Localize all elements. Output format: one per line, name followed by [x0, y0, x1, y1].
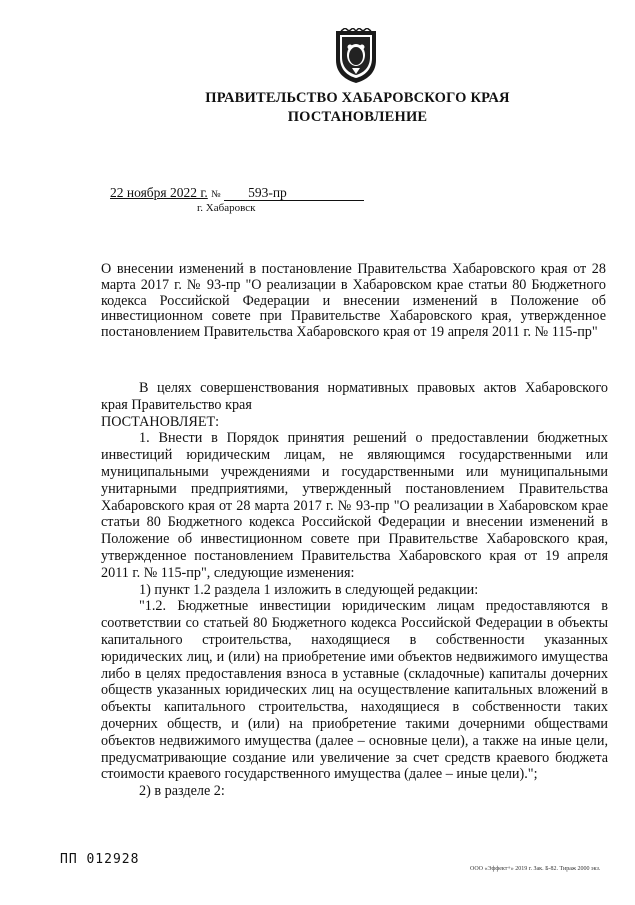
paragraph-3: "1.2. Бюджетные инвестиции юридическим лицам предоставляются в соответствии со статьей 80 Бюджетного кодекса Российской Федерации в объекты капитального строительства, находящиеся в собственности указанных юридических лиц, и (или) на приобретение ими объектов недвижимого имущества либо в целях предоставления взноса в уставные (складочные) капиталы дочерних обществ указанных юридических лиц на осуществление капитальных вложений в объекты капитального строительства, находящиеся в собственности таких дочерних обществ, и (или) на приобретение такими дочерними обществами объектов недвижимого имущества (далее – основные цели), а также на иные цели, предусматривающие создание или увеличение за счет средств краевого бюджета стоимости краевого государственного имущества (далее – иные цели)."; — [101, 598, 608, 783]
document-date: 22 ноября 2022 г. — [110, 185, 208, 200]
decree-word: ПОСТАНОВЛЯЕТ: — [101, 413, 220, 430]
form-code: ПП 012928 — [60, 852, 140, 867]
document-number: 593-пр — [224, 185, 364, 201]
document-body — [101, 380, 608, 800]
subject-text: О внесении изменений в постановление Правительства Хабаровского края от 28 марта 2017 г. № 93-пр "О реализации в Хабаровском крае статьи 80 Бюджетного кодекса Российской Федерации и внесении изменений в Положение об инвестиционном совете при Правительстве Хабаровского края, утвержденное постановлением Правительства Хабаровского края от 19 апреля 2011 г. № 115-пр" — [101, 261, 606, 341]
coat-of-arms-emblem — [333, 28, 379, 84]
intro-paragraph: В целях совершенствования нормативных правовых актов Хабаровского края Правительство края — [101, 380, 608, 413]
government-title: ПРАВИТЕЛЬСТВО ХАБАРОВСКОГО КРАЯ — [205, 90, 510, 106]
document-subject — [101, 262, 606, 341]
paragraph-4: 2) в разделе 2: — [139, 783, 225, 800]
paragraph-2: 1) пункт 1.2 раздела 1 изложить в следующей редакции: — [139, 581, 479, 598]
document-type: ПОСТАНОВЛЕНИЕ — [287, 109, 428, 125]
print-info: ООО «Эффект+» 2019 г. Зак. Б-82. Тираж 2000 экз. — [470, 866, 601, 872]
city: г. Хабаровск — [197, 202, 256, 214]
number-sign: № — [211, 189, 221, 200]
paragraph-1: 1. Внести в Порядок принятия решений о предоставлении бюджетных инвестиций юридическим лицам, не являющимся государственными или муниципальными учреждениями и государственными или муниципальными унитарными предприятиями, утвержденный постановлением Правительства Хабаровского края от 28 марта 2017 г. № 93-пр "О реализации в Хабаровском крае статьи 80 Бюджетного кодекса Российской Федерации и внесении изменений в Положение об инвестиционном совете при Правительстве Хабаровского края, утвержденное постановлением Правительства Хабаровского края от 19 апреля 2011 г. № 115-пр", следующие изменения: — [101, 430, 608, 581]
date-number-line — [110, 185, 364, 201]
